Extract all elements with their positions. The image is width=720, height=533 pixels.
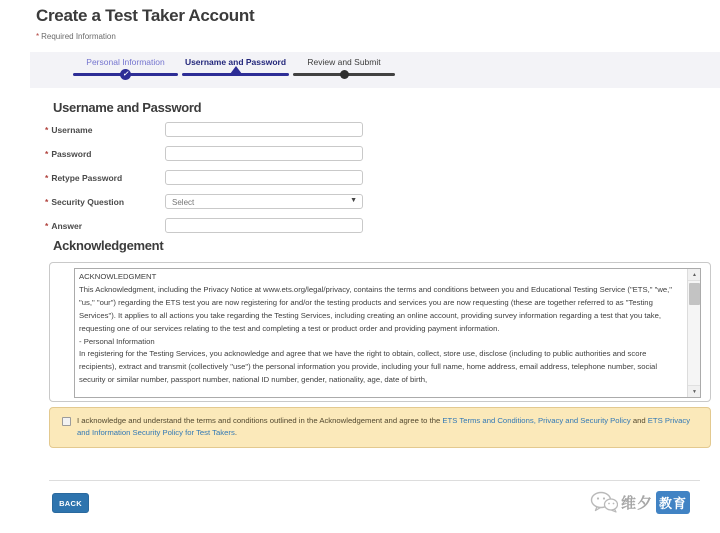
information-security-policy-link[interactable]: ETS Privacy and Information Security Policy for Test Takers: [77, 416, 691, 437]
username-input[interactable]: [165, 122, 363, 137]
acknowledgement-textarea[interactable]: [74, 268, 701, 398]
ack-line: This Acknowledgment, including the Privacy Notice at www.ets.org/legal/privacy, contains the terms and conditions between you and Educational Testing Service ("ETS," "we," "us," "our") regarding the ETS test you are now registering for and/or the testing products and services you are now requesting (these are together referred to as "Testing Services"). It applies to all actions you take regarding the Testing Services, including creating an online account, providing survey information regarding a test that you take, requesting one of our services relating to the test and completing a test or product order and providing payment information.: [79, 284, 673, 333]
back-button[interactable]: BACK: [52, 493, 89, 513]
acknowledgement-panel: [49, 262, 711, 402]
wechat-icon: [590, 491, 618, 513]
required-asterisk: *: [45, 173, 49, 183]
required-note: [36, 32, 116, 41]
security-question-select[interactable]: [165, 194, 363, 209]
dot-marker-icon: [340, 70, 349, 79]
required-asterisk: *: [45, 149, 49, 159]
ack-line: - Personal Information: [79, 336, 155, 346]
required-asterisk: *: [36, 32, 40, 41]
password-label: * Password: [45, 149, 92, 159]
step-label: Personal Information: [86, 57, 165, 67]
retype-password-label: * Retype Password: [45, 173, 123, 183]
required-asterisk: *: [45, 125, 49, 135]
field-row-security-question: [45, 194, 445, 210]
agreement-text: I acknowledge and understand the terms and conditions outlined in the Acknowledgement and agree to the ETS Terms and Conditions, Privacy and Security Policy and ETS Privacy and Information Security Policy for Test Takers.: [77, 416, 691, 437]
watermark-logo: [590, 490, 690, 514]
scroll-up-button[interactable]: ▲: [688, 269, 701, 281]
triangle-up-marker-icon: [230, 66, 242, 74]
acknowledgement-text: [75, 269, 686, 397]
username-label: * Username: [45, 125, 93, 135]
field-row-password: [45, 146, 445, 162]
scroll-down-button[interactable]: ▼: [688, 385, 701, 397]
required-asterisk: *: [45, 221, 49, 231]
watermark-brand-badge: 教育: [656, 491, 690, 514]
chevron-down-icon: ▼: [350, 197, 357, 204]
required-note-text: Required Information: [41, 32, 116, 41]
answer-label: * Answer: [45, 221, 83, 231]
scroll-thumb[interactable]: [689, 283, 700, 305]
step-review-submit[interactable]: [293, 52, 395, 88]
section-title-username-password: Username and Password: [53, 100, 202, 115]
step-label: Review and Submit: [307, 57, 381, 67]
answer-input[interactable]: [165, 218, 363, 233]
field-row-retype-password: [45, 170, 445, 186]
ack-line: In registering for the Testing Services, you acknowledge and agree that we have the right to obtain, collect, store use, disclose (including to public authorities and score recipients), extract and transmit (collectively "use") the personal information you provide, including your full name, home address, email address, telephone number, social security or similar number, passport number, national ID number, gender, nationality, age, date of birth,: [79, 349, 658, 385]
agreement-box: [49, 407, 711, 448]
watermark-brand-gray: 维夕: [621, 494, 654, 512]
select-value: Select: [172, 198, 195, 207]
security-question-label: * Security Question: [45, 197, 125, 207]
ack-line: ACKNOWLEDGMENT: [79, 272, 157, 281]
retype-password-input[interactable]: [165, 170, 363, 185]
step-username-password[interactable]: [182, 52, 289, 88]
scrollbar[interactable]: [687, 269, 700, 397]
check-icon: ✓: [120, 69, 131, 80]
step-label: Username and Password: [184, 57, 287, 67]
field-row-answer: [45, 218, 445, 234]
agreement-checkbox[interactable]: [62, 417, 71, 426]
field-row-username: [45, 122, 445, 138]
page-title: Create a Test Taker Account: [36, 6, 255, 25]
terms-conditions-privacy-link[interactable]: ETS Terms and Conditions, Privacy and Security Policy: [442, 416, 631, 425]
required-asterisk: *: [45, 197, 49, 207]
password-input[interactable]: [165, 146, 363, 161]
progress-stepper: [30, 52, 720, 88]
section-title-acknowledgement: Acknowledgement: [53, 238, 164, 253]
footer-divider: [49, 480, 700, 481]
step-personal-information[interactable]: [73, 52, 178, 88]
